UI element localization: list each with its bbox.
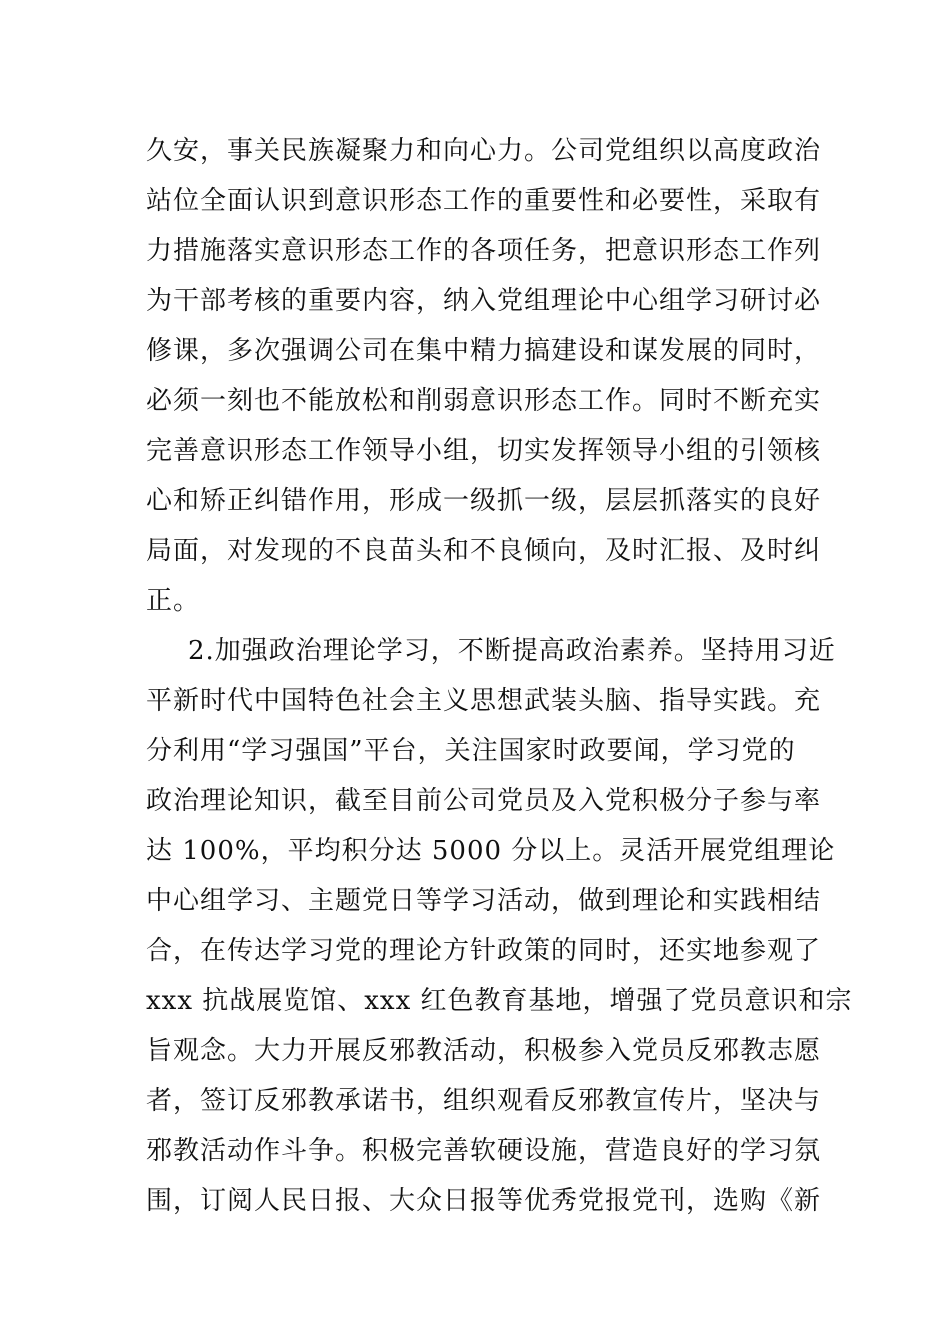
text-line: 修课，多次强调公司在集中精力搞建设和谋发展的同时，: [146, 336, 822, 366]
text-line: xxx 抗战展览馆、xxx 红色教育基地，增强了党员意识和宗: [146, 986, 853, 1016]
text-line: 邪教活动作斗争。积极完善软硬设施，营造良好的学习氛: [146, 1136, 822, 1166]
text-line: 为干部考核的重要内容，纳入党组理论中心组学习研讨必: [146, 286, 822, 316]
text-line: 久安，事关民族凝聚力和向心力。公司党组织以高度政治: [146, 136, 822, 166]
text-line: 政治理论知识，截至目前公司党员及入党积极分子参与率: [146, 786, 822, 816]
text-line: 平新时代中国特色社会主义思想武装头脑、指导实践。充: [146, 686, 822, 716]
text-line: 2.加强政治理论学习，不断提高政治素养。坚持用习近: [188, 636, 836, 666]
text-line: 分利用“学习强国”平台，关注国家时政要闻，学习党的: [146, 736, 796, 766]
text-line: 达 100%，平均积分达 5000 分以上。灵活开展党组理论: [146, 836, 836, 866]
text-line: 力措施落实意识形态工作的各项任务，把意识形态工作列: [146, 236, 822, 266]
text-line: 中心组学习、主题党日等学习活动，做到理论和实践相结: [146, 886, 822, 916]
text-line: 必须一刻也不能放松和削弱意识形态工作。同时不断充实: [146, 386, 822, 416]
text-line: 者，签订反邪教承诺书，组织观看反邪教宣传片，坚决与: [146, 1086, 822, 1116]
text-line: 围，订阅人民日报、大众日报等优秀党报党刊，选购《新: [146, 1186, 822, 1216]
text-line: 正。: [146, 586, 201, 616]
paragraph-ideology-work: [146, 126, 822, 626]
text-line: 完善意识形态工作领导小组，切实发挥领导小组的引领核: [146, 436, 822, 466]
text-line: 局面，对发现的不良苗头和不良倾向，及时汇报、及时纠: [146, 536, 822, 566]
text-line: 心和矫正纠错作用，形成一级抓一级，层层抓落实的良好: [146, 486, 822, 516]
text-line: 合，在传达学习党的理论方针政策的同时，还实地参观了: [146, 936, 822, 966]
text-line: 旨观念。大力开展反邪教活动，积极参入党员反邪教志愿: [146, 1036, 822, 1066]
text-line: 站位全面认识到意识形态工作的重要性和必要性，采取有: [146, 186, 822, 216]
paragraph-political-theory-study: [146, 626, 853, 1226]
